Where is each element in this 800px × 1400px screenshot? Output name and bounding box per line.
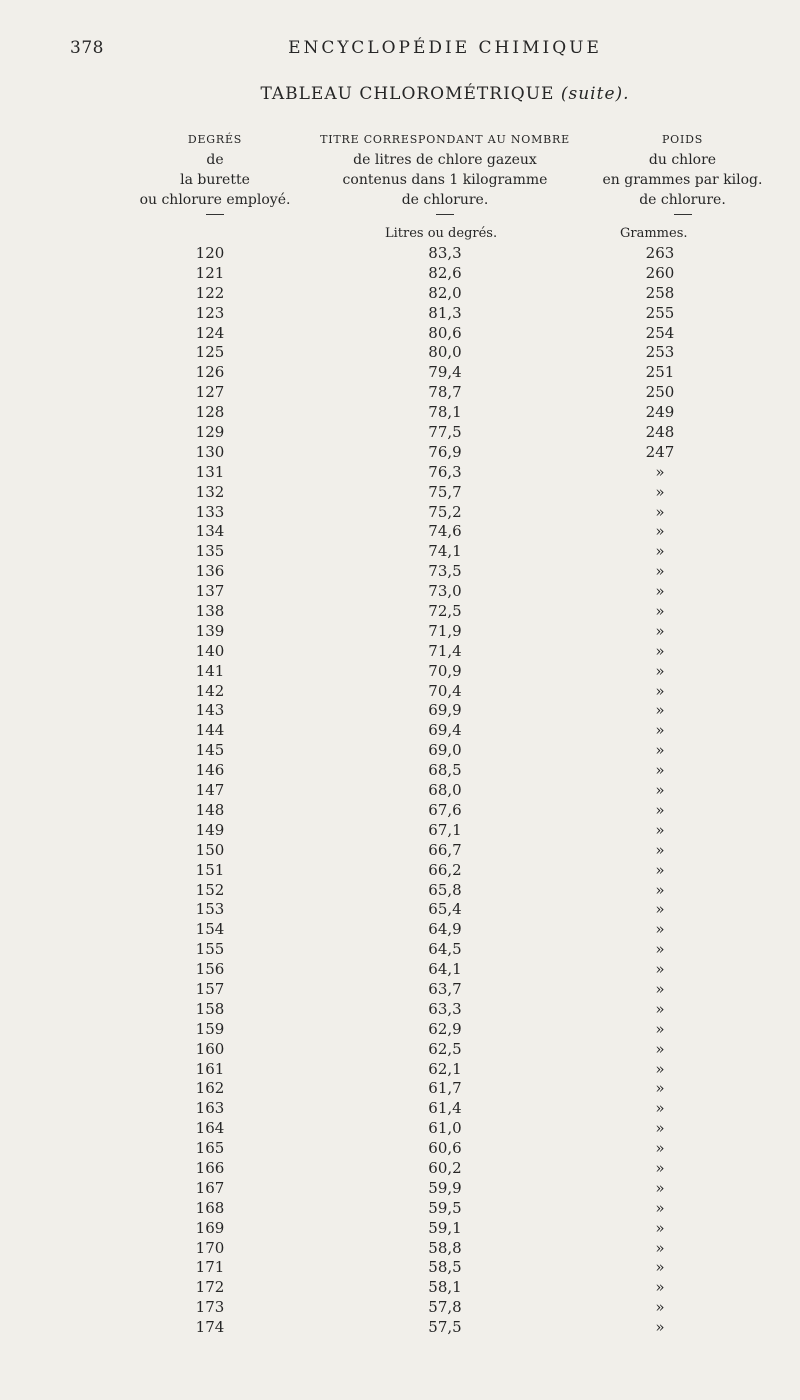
cell-titre: 64,5 [428, 940, 462, 959]
cell-degres: 136 [195, 562, 225, 581]
table-row [0, 1139, 800, 1159]
table-row [0, 1179, 800, 1199]
cell-degres: 122 [195, 283, 225, 302]
table-row [0, 881, 800, 901]
cell-degres: 142 [195, 681, 225, 700]
cell-degres: 147 [195, 781, 225, 800]
cell-titre: 57,8 [428, 1298, 462, 1317]
table-row [0, 1278, 800, 1298]
cell-degres: 125 [195, 343, 225, 362]
cell-degres: 155 [195, 940, 225, 959]
cell-titre: 82,0 [428, 283, 462, 302]
cell-titre: 67,1 [428, 820, 462, 839]
cell-poids: » [655, 1178, 665, 1197]
table-row [0, 701, 800, 721]
table-row [0, 264, 800, 284]
cell-degres: 164 [195, 1119, 225, 1138]
cell-titre: 69,9 [428, 701, 462, 720]
cell-titre: 81,3 [428, 303, 462, 322]
table-row [0, 1000, 800, 1020]
cell-degres: 169 [195, 1218, 225, 1237]
table-row [0, 741, 800, 761]
cell-degres: 154 [195, 920, 225, 939]
cell-degres: 129 [195, 423, 225, 442]
table-row [0, 562, 800, 582]
table-body [0, 244, 800, 1338]
cell-poids: » [655, 1278, 665, 1297]
cell-titre: 74,6 [428, 522, 462, 541]
table-row [0, 423, 800, 443]
cell-degres: 171 [195, 1258, 225, 1277]
cell-titre: 61,7 [428, 1079, 462, 1098]
cell-degres: 143 [195, 701, 225, 720]
header-dash [436, 214, 454, 215]
cell-poids: » [655, 1198, 665, 1217]
table-row [0, 940, 800, 960]
table-row [0, 304, 800, 324]
cell-titre: 63,7 [428, 979, 462, 998]
cell-poids: » [655, 920, 665, 939]
table-row [0, 343, 800, 363]
cell-titre: 69,0 [428, 741, 462, 760]
cell-poids: » [655, 661, 665, 680]
table-row [0, 642, 800, 662]
table-row [0, 721, 800, 741]
cell-titre: 63,3 [428, 999, 462, 1018]
cell-poids: » [655, 542, 665, 561]
table-row [0, 1199, 800, 1219]
cell-titre: 60,2 [428, 1158, 462, 1177]
table-row [0, 682, 800, 702]
cell-poids: » [655, 1158, 665, 1177]
cell-poids: » [655, 960, 665, 979]
cell-poids: » [655, 562, 665, 581]
cell-degres: 135 [195, 542, 225, 561]
cell-titre: 68,0 [428, 781, 462, 800]
table-row [0, 244, 800, 264]
table-row [0, 1298, 800, 1318]
cell-poids: » [655, 840, 665, 859]
cell-poids: » [655, 940, 665, 959]
cell-degres: 127 [195, 383, 225, 402]
cell-poids: » [655, 860, 665, 879]
cell-titre: 60,6 [428, 1139, 462, 1158]
cell-poids: » [655, 621, 665, 640]
cell-titre: 65,4 [428, 900, 462, 919]
running-title: ENCYCLOPÉDIE CHIMIQUE [288, 38, 602, 58]
cell-poids: » [655, 880, 665, 899]
cell-poids: » [655, 1218, 665, 1237]
cell-titre: 66,7 [428, 840, 462, 859]
cell-titre: 78,7 [428, 383, 462, 402]
cell-degres: 159 [195, 1019, 225, 1038]
table-row [0, 900, 800, 920]
cell-titre: 61,0 [428, 1119, 462, 1138]
cell-degres: 170 [195, 1238, 225, 1257]
cell-degres: 167 [195, 1178, 225, 1197]
cell-degres: 168 [195, 1198, 225, 1217]
cell-degres: 128 [195, 403, 225, 422]
table-row [0, 403, 800, 423]
cell-titre: 82,6 [428, 263, 462, 282]
cell-degres: 165 [195, 1139, 225, 1158]
cell-degres: 126 [195, 363, 225, 382]
table-row [0, 284, 800, 304]
col3-line: du chlore [648, 152, 717, 168]
cell-degres: 138 [195, 602, 225, 621]
col2-line: contenus dans 1 kilogramme [342, 172, 548, 188]
cell-poids: 248 [645, 423, 675, 442]
unit-litres: Litres ou degrés. [385, 226, 498, 241]
cell-titre: 59,1 [428, 1218, 462, 1237]
table-row [0, 1119, 800, 1139]
cell-titre: 70,4 [428, 681, 462, 700]
cell-titre: 61,4 [428, 1099, 462, 1118]
cell-titre: 75,7 [428, 482, 462, 501]
cell-titre: 71,4 [428, 641, 462, 660]
cell-degres: 157 [195, 979, 225, 998]
cell-degres: 120 [195, 244, 225, 262]
col1-line: de [206, 152, 224, 168]
cell-poids: » [655, 999, 665, 1018]
col3-line: POIDS [661, 133, 704, 146]
cell-titre: 58,5 [428, 1258, 462, 1277]
cell-degres: 121 [195, 263, 225, 282]
cell-poids: » [655, 1039, 665, 1058]
cell-degres: 144 [195, 721, 225, 740]
cell-poids: » [655, 1119, 665, 1138]
table-row [0, 383, 800, 403]
cell-degres: 173 [195, 1298, 225, 1317]
cell-poids: » [655, 582, 665, 601]
cell-degres: 134 [195, 522, 225, 541]
cell-poids: 255 [645, 303, 675, 322]
cell-degres: 132 [195, 482, 225, 501]
table-title-main: TABLEAU CHLOROMÉTRIQUE [260, 84, 555, 104]
cell-poids: » [655, 522, 665, 541]
cell-titre: 68,5 [428, 761, 462, 780]
cell-degres: 172 [195, 1278, 225, 1297]
table-row [0, 801, 800, 821]
table-row [0, 324, 800, 344]
table-row [0, 1099, 800, 1119]
cell-degres: 133 [195, 502, 225, 521]
cell-titre: 77,5 [428, 423, 462, 442]
cell-poids: » [655, 1139, 665, 1158]
table-title-suffix: (suite). [560, 84, 630, 104]
col1-line: ou chlorure employé. [139, 192, 291, 208]
cell-titre: 62,5 [428, 1039, 462, 1058]
cell-degres: 149 [195, 820, 225, 839]
table-row [0, 761, 800, 781]
table-row [0, 1219, 800, 1239]
cell-degres: 124 [195, 323, 225, 342]
col2-line: de litres de chlore gazeux [353, 152, 537, 168]
cell-poids: » [655, 482, 665, 501]
table-row [0, 463, 800, 483]
cell-poids: » [655, 462, 665, 481]
cell-poids: » [655, 1059, 665, 1078]
cell-poids: » [655, 1019, 665, 1038]
cell-poids: » [655, 820, 665, 839]
col3-line: de chlorure. [639, 192, 726, 208]
table-row [0, 920, 800, 940]
cell-degres: 152 [195, 880, 225, 899]
cell-titre: 73,5 [428, 562, 462, 581]
cell-titre: 76,9 [428, 442, 462, 461]
cell-titre: 59,9 [428, 1178, 462, 1197]
table-row [0, 821, 800, 841]
header-dash [674, 214, 692, 215]
table-row [0, 781, 800, 801]
cell-degres: 158 [195, 999, 225, 1018]
table-row [0, 1020, 800, 1040]
cell-poids: » [655, 781, 665, 800]
cell-titre: 69,4 [428, 721, 462, 740]
cell-degres: 131 [195, 462, 225, 481]
cell-poids: » [655, 641, 665, 660]
cell-poids: » [655, 502, 665, 521]
table-row [0, 960, 800, 980]
cell-poids: 254 [645, 323, 675, 342]
cell-degres: 150 [195, 840, 225, 859]
cell-poids: » [655, 1318, 665, 1337]
column-header-degres [120, 130, 310, 215]
cell-degres: 123 [195, 303, 225, 322]
cell-poids: » [655, 1079, 665, 1098]
cell-poids: » [655, 979, 665, 998]
cell-titre: 76,3 [428, 462, 462, 481]
col2-line: de chlorure. [401, 192, 489, 208]
cell-degres: 160 [195, 1039, 225, 1058]
cell-titre: 57,5 [428, 1318, 462, 1337]
table-row [0, 363, 800, 383]
cell-degres: 148 [195, 800, 225, 819]
cell-degres: 130 [195, 442, 225, 461]
col3-line: en grammes par kilog. [602, 172, 763, 188]
cell-degres: 145 [195, 741, 225, 760]
cell-titre: 78,1 [428, 403, 462, 422]
cell-titre: 80,6 [428, 323, 462, 342]
cell-degres: 139 [195, 621, 225, 640]
cell-poids: 253 [645, 343, 675, 362]
cell-poids: » [655, 721, 665, 740]
cell-degres: 151 [195, 860, 225, 879]
col1-line: la burette [180, 172, 250, 188]
cell-degres: 163 [195, 1099, 225, 1118]
table-row [0, 841, 800, 861]
cell-titre: 66,2 [428, 860, 462, 879]
cell-poids: 251 [645, 363, 675, 382]
cell-titre: 65,8 [428, 880, 462, 899]
cell-degres: 140 [195, 641, 225, 660]
cell-titre: 80,0 [428, 343, 462, 362]
page-number: 378 [70, 38, 104, 58]
table-row [0, 582, 800, 602]
cell-titre: 70,9 [428, 661, 462, 680]
cell-titre: 62,1 [428, 1059, 462, 1078]
col2-line: TITRE CORRESPONDANT AU NOMBRE [320, 133, 570, 146]
cell-titre: 72,5 [428, 602, 462, 621]
cell-poids: 250 [645, 383, 675, 402]
cell-poids: 260 [645, 263, 675, 282]
cell-titre: 62,9 [428, 1019, 462, 1038]
table-row [0, 483, 800, 503]
cell-degres: 146 [195, 761, 225, 780]
header-dash [206, 214, 224, 215]
cell-poids: » [655, 602, 665, 621]
cell-titre: 58,8 [428, 1238, 462, 1257]
cell-titre: 58,1 [428, 1278, 462, 1297]
cell-titre: 83,3 [428, 244, 462, 262]
cell-poids: » [655, 761, 665, 780]
table-row [0, 1258, 800, 1278]
cell-titre: 64,1 [428, 960, 462, 979]
cell-titre: 71,9 [428, 621, 462, 640]
cell-poids: 247 [645, 442, 675, 461]
column-header-poids [570, 130, 795, 215]
cell-poids: » [655, 900, 665, 919]
cell-titre: 79,4 [428, 363, 462, 382]
cell-poids: » [655, 1238, 665, 1257]
cell-poids: 263 [645, 244, 675, 262]
table-row [0, 503, 800, 523]
table-row [0, 861, 800, 881]
cell-titre: 75,2 [428, 502, 462, 521]
table-row [0, 622, 800, 642]
table-row [0, 602, 800, 622]
cell-titre: 73,0 [428, 582, 462, 601]
unit-grammes: Grammes. [620, 226, 688, 241]
table-row [0, 1079, 800, 1099]
table-row [0, 1060, 800, 1080]
cell-poids: » [655, 701, 665, 720]
table-row [0, 662, 800, 682]
cell-poids: 258 [645, 283, 675, 302]
table-row [0, 1040, 800, 1060]
cell-titre: 74,1 [428, 542, 462, 561]
cell-titre: 64,9 [428, 920, 462, 939]
table-row [0, 522, 800, 542]
cell-poids: » [655, 741, 665, 760]
cell-poids: » [655, 800, 665, 819]
table-row [0, 1318, 800, 1338]
table-row [0, 443, 800, 463]
cell-poids: » [655, 1258, 665, 1277]
cell-degres: 174 [195, 1318, 225, 1337]
cell-degres: 166 [195, 1158, 225, 1177]
cell-poids: 249 [645, 403, 675, 422]
cell-poids: » [655, 681, 665, 700]
cell-degres: 153 [195, 900, 225, 919]
col1-line: DEGRÉS [187, 133, 243, 146]
cell-titre: 59,5 [428, 1198, 462, 1217]
table-title [0, 84, 800, 104]
table-row [0, 1159, 800, 1179]
cell-poids: » [655, 1099, 665, 1118]
table-row [0, 1239, 800, 1259]
column-header-titre [305, 130, 585, 215]
table-row [0, 980, 800, 1000]
cell-degres: 161 [195, 1059, 225, 1078]
cell-degres: 137 [195, 582, 225, 601]
cell-degres: 156 [195, 960, 225, 979]
cell-degres: 162 [195, 1079, 225, 1098]
cell-poids: » [655, 1298, 665, 1317]
cell-titre: 67,6 [428, 800, 462, 819]
cell-degres: 141 [195, 661, 225, 680]
table-row [0, 542, 800, 562]
